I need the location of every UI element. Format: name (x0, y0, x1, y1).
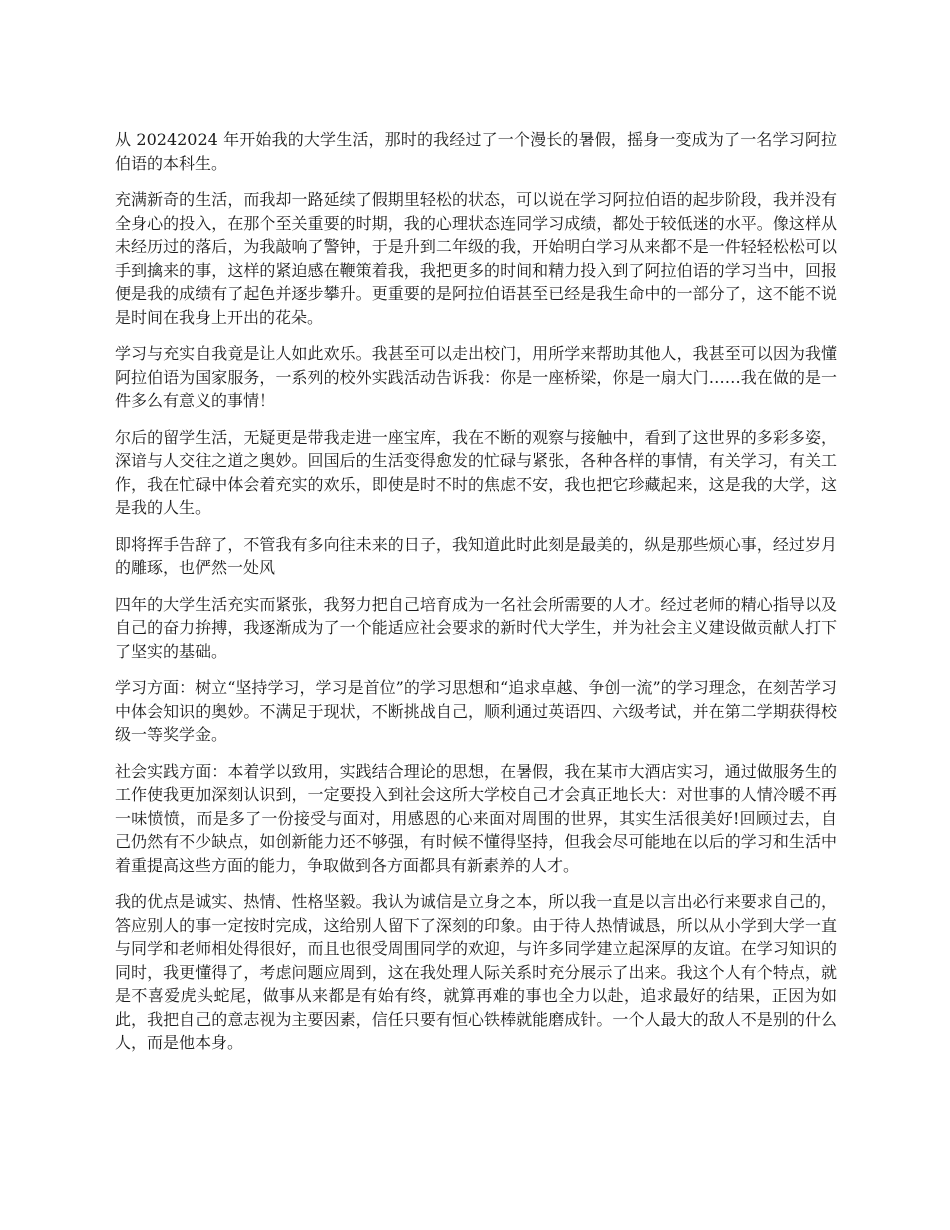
paragraph-9: 我的优点是诚实、热情、性格坚毅。我认为诚信是立身之本，所以我一直是以言出必行来要求自己的，答应别人的事一定按时完成，这给别人留下了深刻的印象。由于待人热情诚恳，所以从小学到大学一直与同学和老师相处得很好，而且也很受周围同学的欢迎，与许多同学建立起深厚的友谊。在学习知识的同时，我更懂得了，考虑问题应周到，这在我处理人际关系时充分展示了出来。我这个人有个特点，就是不喜爱虎头蛇尾，做事从来都是有始有终，就算再难的事也全力以赴，追求最好的结果，正因为如此，我把自己的意志视为主要因素，信任只要有恒心铁棒就能磨成针。一个人最大的敌人不是别的什么人，而是他本身。 (115, 892, 837, 1052)
paragraph-4: 尔后的留学生活，无疑更是带我走进一座宝库，我在不断的观察与接触中，看到了这世界的多彩多姿，深谙与人交往之道之奥妙。回国后的生活变得愈发的忙碌与紧张，各种各样的事情，有关学习，有关工作，我在忙碌中体会着充实的欢乐，即使是时不时的焦虑不安，我也把它珍藏起来，这是我的大学，这是我的人生。 (115, 427, 837, 517)
paragraph-3: 学习与充实自我竟是让人如此欢乐。我甚至可以走出校门，用所学来帮助其他人，我甚至可以因为我懂阿拉伯语为国家服务，一系列的校外实践活动告诉我：你是一座桥梁，你是一扇大门……我在做的是一件多么有意义的事情！ (115, 344, 837, 410)
paragraph-5: 即将挥手告辞了，不管我有多向往未来的日子，我知道此时此刻是最美的，纵是那些烦心事，经过岁月的雕琢，也俨然一处风 (115, 534, 837, 577)
paragraph-6: 四年的大学生活充实而紧张，我努力把自己培育成为一名社会所需要的人才。经过老师的精心指导以及自己的奋力拚搏，我逐渐成为了一个能适应社会要求的新时代大学生，并为社会主义建设做贡献人打下了坚实的基础。 (115, 594, 837, 661)
paragraph-2: 充满新奇的生活，而我却一路延续了假期里轻松的状态，可以说在学习阿拉伯语的起步阶段，我并没有全身心的投入，在那个至关重要的时期，我的心理状态连同学习成绩，都处于较低迷的水平。像这样从未经历过的落后，为我敲响了警钟，于是升到二年级的我，开始明白学习从来都不是一件轻轻松松可以手到擒来的事，这样的紧迫感在鞭策着我，我把更多的时间和精力投入到了阿拉伯语的学习当中，回报便是我的成绩有了起色并逐步攀升。更重要的是阿拉伯语甚至已经是我生命中的一部分了，这不能不说是时间在我身上开出的花朵。 (115, 190, 837, 327)
paragraph-7: 学习方面：树立“坚持学习，学习是首位”的学习思想和“追求卓越、争创一流”的学习理念，在刻苦学习中体会知识的奥妙。不满足于现状，不断挑战自己，顺利通过英语四、六级考试，并在第二学期获得校级一等奖学金。 (115, 678, 837, 744)
paragraph-1: 从 20242024 年开始我的大学生活，那时的我经过了一个漫长的暑假，摇身一变成为了一名学习阿拉伯语的本科生。 (115, 130, 837, 173)
paragraph-8: 社会实践方面：本着学以致用，实践结合理论的思想，在暑假，我在某市大酒店实习，通过做服务生的工作使我更加深刻认识到，一定要投入到社会这所大学校自己才会真正地长大：对世事的人情冷暖不再一味愤愤，而是多了一份接受与面对，用感恩的心来面对周围的世界，其实生活很美好!回顾过去，自己仍然有不少缺点，如创新能力还不够强，有时候不懂得坚持，但我会尽可能地在以后的学习和生活中着重提高这些方面的能力，争取做到各方面都具有新素养的人才。 (115, 761, 837, 875)
document-page (115, 128, 837, 1068)
